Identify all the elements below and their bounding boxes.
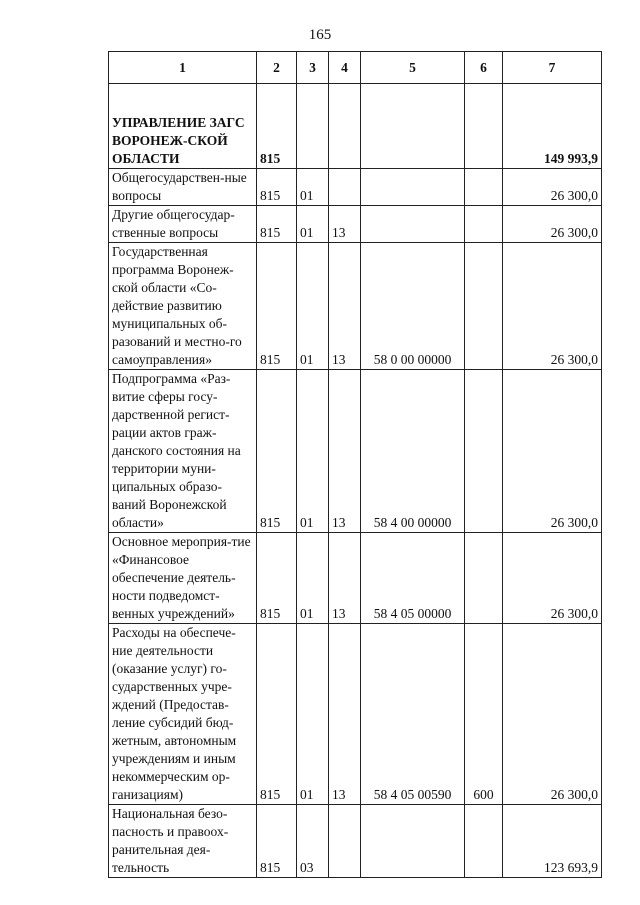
- table-row: [109, 805, 602, 878]
- row-rz: 03: [297, 805, 329, 878]
- row-pr: 13: [329, 370, 361, 533]
- row-pr: 13: [329, 624, 361, 805]
- header-row: [109, 52, 602, 84]
- row-rz: 01: [297, 624, 329, 805]
- row-sum: 26 300,0: [503, 243, 602, 370]
- row-vr: 600: [465, 624, 503, 805]
- table-row: [109, 533, 602, 624]
- row-pr: 13: [329, 533, 361, 624]
- row-pr: 13: [329, 206, 361, 243]
- row-csr: 58 4 00 00000: [361, 370, 465, 533]
- table-row: [109, 624, 602, 805]
- header-col-3: 3: [297, 52, 329, 84]
- header-col-2: 2: [257, 52, 297, 84]
- row-gr: 815: [257, 169, 297, 206]
- row-rz: 01: [297, 370, 329, 533]
- row-name: Расходы на обеспече-ние деятельности (оказание услуг) го-сударственных учре-ждений (Предостав-ление субсидий бюд-жетным, автономным учреждениям и иным некоммерческим ор-ганизациям): [109, 624, 257, 805]
- row-pr: [329, 84, 361, 169]
- row-csr: [361, 805, 465, 878]
- row-sum: 26 300,0: [503, 533, 602, 624]
- row-name: Общегосударствен-ные вопросы: [109, 169, 257, 206]
- row-vr: [465, 243, 503, 370]
- row-csr: [361, 84, 465, 169]
- row-vr: [465, 805, 503, 878]
- row-csr: [361, 206, 465, 243]
- row-sum: 123 693,9: [503, 805, 602, 878]
- header-col-4: 4: [329, 52, 361, 84]
- row-csr: 58 4 05 00590: [361, 624, 465, 805]
- row-sum: 26 300,0: [503, 169, 602, 206]
- row-name: Основное мероприя-тие «Финансовое обеспечение деятель-ности подведомст-венных учреждений»: [109, 533, 257, 624]
- row-gr: 815: [257, 243, 297, 370]
- header-col-1: 1: [109, 52, 257, 84]
- row-rz: 01: [297, 206, 329, 243]
- row-sum: 26 300,0: [503, 370, 602, 533]
- table-row: [109, 84, 602, 169]
- row-sum: 26 300,0: [503, 624, 602, 805]
- table-row: [109, 206, 602, 243]
- row-name: УПРАВЛЕНИЕ ЗАГС ВОРОНЕЖ-СКОЙ ОБЛАСТИ: [109, 84, 257, 169]
- row-name: Подпрограмма «Раз-витие сферы госу-дарственной регист-рации актов граж-данского состояния на территории муни-ципальных образо-ваний Воронежской области»: [109, 370, 257, 533]
- table-row: [109, 169, 602, 206]
- row-name: Другие общегосудар-ственные вопросы: [109, 206, 257, 243]
- page-number: 165: [308, 27, 332, 43]
- row-rz: 01: [297, 169, 329, 206]
- row-gr: 815: [257, 624, 297, 805]
- row-csr: 58 4 05 00000: [361, 533, 465, 624]
- row-pr: [329, 169, 361, 206]
- table-row: [109, 370, 602, 533]
- row-gr: 815: [257, 370, 297, 533]
- row-name: Государственная программа Воронеж-ской области «Со-действие развитию муниципальных об-разований и местно-го самоуправления»: [109, 243, 257, 370]
- row-pr: 13: [329, 243, 361, 370]
- row-gr: 815: [257, 805, 297, 878]
- row-rz: 01: [297, 243, 329, 370]
- row-pr: [329, 805, 361, 878]
- row-name: Национальная безо-пасность и правоох-ранительная дея-тельность: [109, 805, 257, 878]
- row-gr: 815: [257, 206, 297, 243]
- row-gr: 815: [257, 533, 297, 624]
- header-col-5: 5: [361, 52, 465, 84]
- row-csr: 58 0 00 00000: [361, 243, 465, 370]
- row-vr: [465, 206, 503, 243]
- header-col-6: 6: [465, 52, 503, 84]
- row-rz: [297, 84, 329, 169]
- row-rz: 01: [297, 533, 329, 624]
- row-sum: 26 300,0: [503, 206, 602, 243]
- row-vr: [465, 169, 503, 206]
- row-vr: [465, 370, 503, 533]
- row-vr: [465, 533, 503, 624]
- row-sum: 149 993,9: [503, 84, 602, 169]
- header-col-7: 7: [503, 52, 602, 84]
- row-csr: [361, 169, 465, 206]
- row-vr: [465, 84, 503, 169]
- row-gr: 815: [257, 84, 297, 169]
- budget-table: [108, 51, 602, 878]
- table-row: [109, 243, 602, 370]
